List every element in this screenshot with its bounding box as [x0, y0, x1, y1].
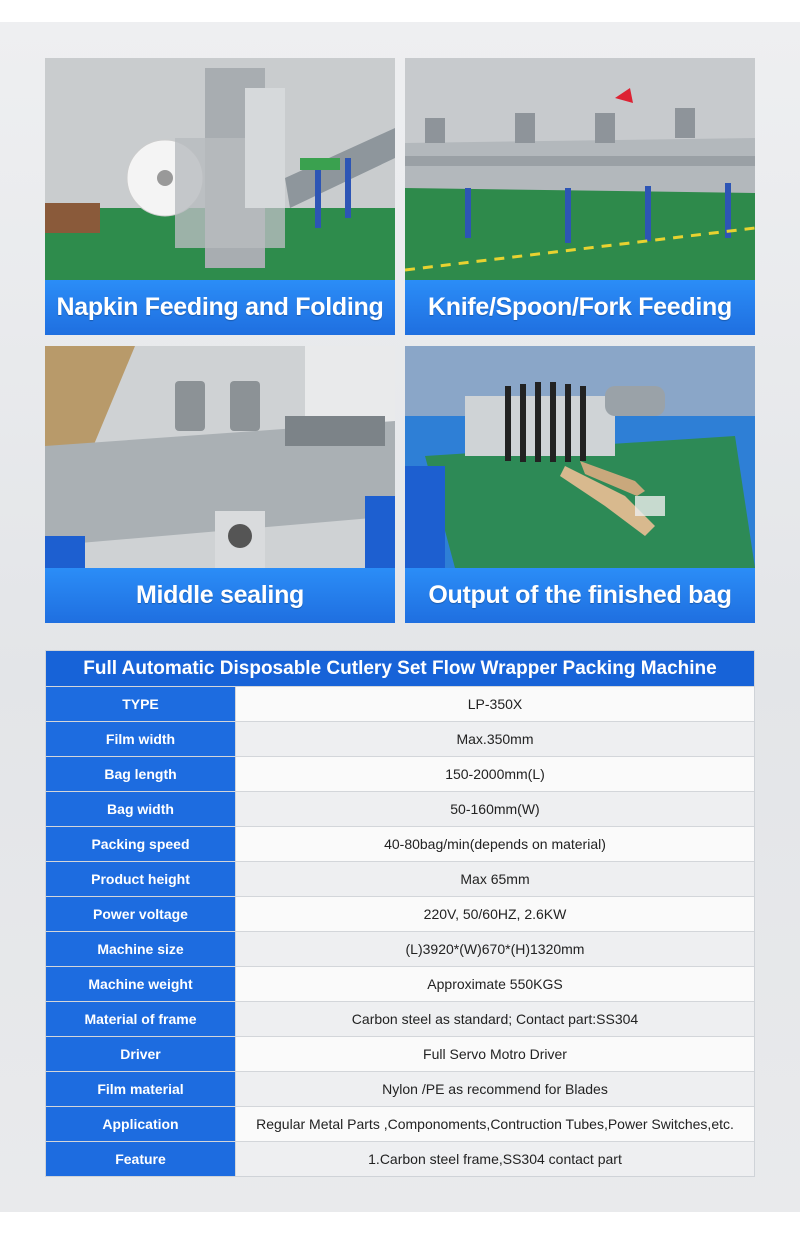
table-row	[46, 1141, 754, 1176]
table-row	[46, 861, 754, 896]
row-label: Packing speed	[46, 827, 236, 861]
row-value: 50-160mm(W)	[236, 792, 754, 826]
row-value: Max 65mm	[236, 862, 754, 896]
row-label: Bag width	[46, 792, 236, 826]
row-label: Film width	[46, 722, 236, 756]
photo-napkin-machine	[45, 58, 395, 280]
row-label: Bag length	[46, 757, 236, 791]
row-label: Feature	[46, 1142, 236, 1176]
row-value: (L)3920*(W)670*(H)1320mm	[236, 932, 754, 966]
table-row	[46, 1036, 754, 1071]
row-label: Material of frame	[46, 1002, 236, 1036]
panel-finished-bag	[405, 346, 755, 623]
table-row	[46, 791, 754, 826]
photo-middle-sealing	[45, 346, 395, 568]
row-value: 150-2000mm(L)	[236, 757, 754, 791]
table-row	[46, 721, 754, 756]
row-label: Film material	[46, 1072, 236, 1106]
row-value: 1.Carbon steel frame,SS304 contact part	[236, 1142, 754, 1176]
row-value: LP-350X	[236, 687, 754, 721]
row-value: Full Servo Motro Driver	[236, 1037, 754, 1071]
panel-napkin-feeding	[45, 58, 395, 335]
row-value: 220V, 50/60HZ, 2.6KW	[236, 897, 754, 931]
panel-middle-sealing	[45, 346, 395, 623]
caption-middle-sealing: Middle sealing	[45, 568, 395, 623]
row-label: Product height	[46, 862, 236, 896]
table-row	[46, 826, 754, 861]
table-row	[46, 686, 754, 721]
spec-table-title: Full Automatic Disposable Cutlery Set Flow Wrapper Packing Machine	[46, 651, 754, 686]
spec-table	[45, 650, 755, 1177]
table-row	[46, 1106, 754, 1141]
table-row	[46, 896, 754, 931]
row-label: Machine weight	[46, 967, 236, 1001]
caption-finished-bag: Output of the finished bag	[405, 568, 755, 623]
row-label: Machine size	[46, 932, 236, 966]
table-row	[46, 756, 754, 791]
photo-cutlery-feeders	[405, 58, 755, 280]
table-row	[46, 966, 754, 1001]
row-label: Application	[46, 1107, 236, 1141]
table-row	[46, 1001, 754, 1036]
row-value: Approximate 550KGS	[236, 967, 754, 1001]
row-value: Max.350mm	[236, 722, 754, 756]
table-row	[46, 1071, 754, 1106]
row-value: Regular Metal Parts ,Componoments,Contruction Tubes,Power Switches,etc.	[236, 1107, 754, 1141]
caption-cutlery-feeding: Knife/Spoon/Fork Feeding	[405, 280, 755, 335]
spec-table-body	[46, 686, 754, 1176]
row-value: Carbon steel as standard; Contact part:SS304	[236, 1002, 754, 1036]
table-row	[46, 931, 754, 966]
row-value: 40-80bag/min(depends on material)	[236, 827, 754, 861]
row-label: Driver	[46, 1037, 236, 1071]
row-label: Power voltage	[46, 897, 236, 931]
row-label: TYPE	[46, 687, 236, 721]
caption-napkin-feeding: Napkin Feeding and Folding	[45, 280, 395, 335]
row-value: Nylon /PE as recommend for Blades	[236, 1072, 754, 1106]
photo-finished-bag	[405, 346, 755, 568]
panel-cutlery-feeding	[405, 58, 755, 335]
